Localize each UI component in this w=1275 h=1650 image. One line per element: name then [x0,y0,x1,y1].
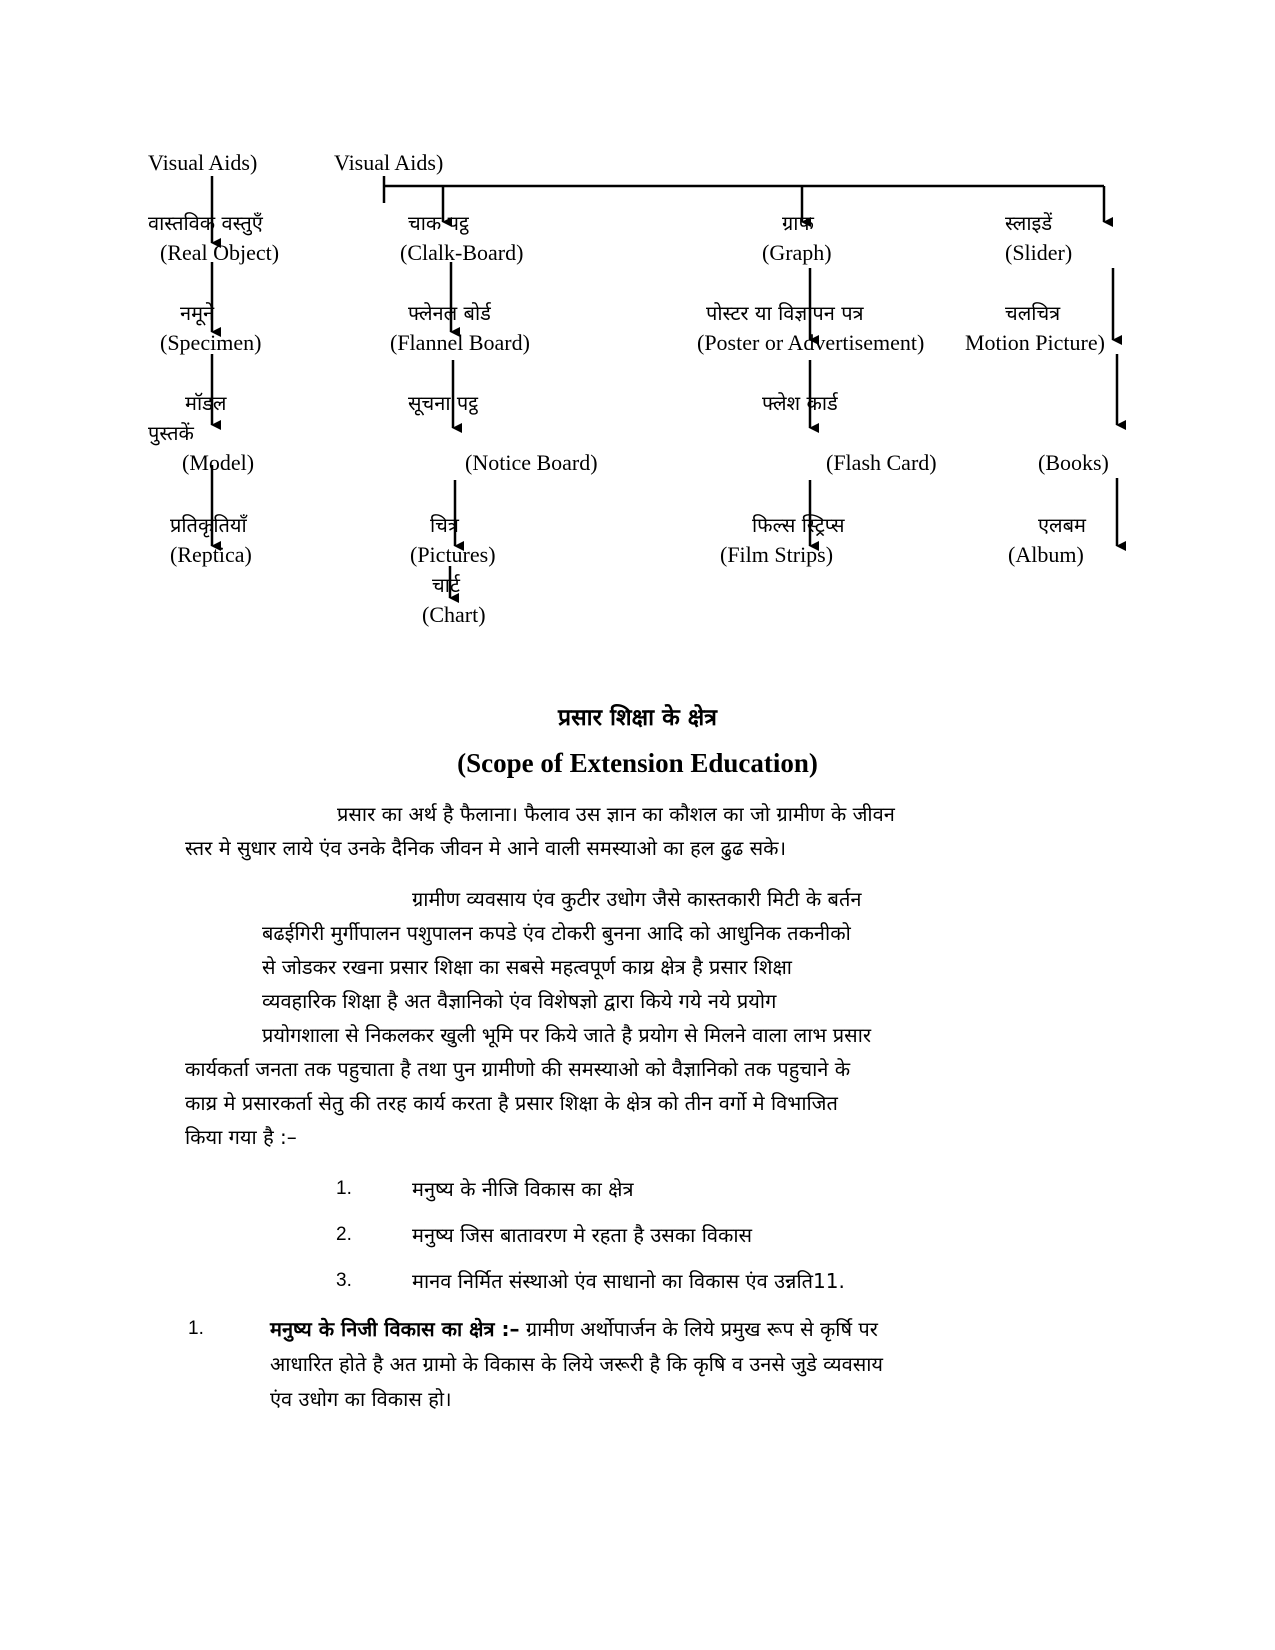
col4-item-en: (Slider) [1005,240,1073,265]
col1-item-en: (Model) [182,450,255,475]
col2-item-hi: फ्लेनल बोर्ड [408,301,491,325]
col3-item-hi: फिल्स स्ट्रिप्स [752,513,845,537]
col3-item-en: (Film Strips) [720,542,834,567]
para2-line: ग्रामीण व्यवसाय एंव कुटीर उधोग जैसे कास्तकारी मिटी के बर्तन [412,887,862,911]
col1-extra: पुस्तकें [148,421,194,445]
list-item: मनुष्य के नीजि विकास का क्षेत्र [412,1177,634,1201]
col2-item-hi: चार्ट [432,573,460,597]
list-item: मनुष्य जिस बातावरण मे रहता है उसका विकास [412,1223,753,1247]
para2-line: व्यवहारिक शिक्षा है अत वैज्ञानिको एंव विशेषज्ञो द्वारा किये गये नये प्रयोग [262,989,777,1013]
list-number: 3. [336,1270,352,1291]
col1-item-hi: नमूने [180,301,215,325]
section1-number: 1. [188,1318,204,1339]
col2-item-en: (Notice Board) [465,450,598,475]
col1-item-hi: मॉडल [185,391,227,415]
col1-item-hi: वास्तविक वस्तुएँ [148,211,263,235]
para1-line: प्रसार का अर्थ है फैलाना। फैलाव उस ज्ञान का कौशल का जो ग्रामीण के जीवन [337,802,895,826]
col3-item-hi: पोस्टर या विज्ञापन पत्र [706,301,864,325]
col2-item-hi: चाक पट्ठ [408,211,469,235]
para2-line: किया गया है :– [185,1125,297,1149]
list-number: 2. [336,1224,352,1245]
col2-item-en: (Clalk-Board) [400,240,524,265]
para2-line: प्रयोगशाला से निकलकर खुली भूमि पर किये जाते है प्रयोग से मिलने वाला लाभ प्रसार [262,1023,872,1047]
col1-item-en: (Real Object) [160,240,280,265]
col1-item-hi: प्रतिकृतियाँ [170,513,247,537]
col4-item-en: Motion Picture) [965,330,1105,355]
col4-item-hi: स्लाइडें [1005,211,1053,235]
section1-text: ग्रामीण अर्थोपार्जन के लिये प्रमुख रूप से कृर्षि पर [525,1317,878,1341]
section1-line: एंव उधोग का विकास हो। [270,1387,452,1411]
para2-line: बढईगिरी मुर्गीपालन पशुपालन कपडे एंव टोकरी बुनना आदि को आधुनिक तकनीको [262,921,851,945]
section-heading-english: (Scope of Extension Education) [457,748,818,778]
col2-item-hi: चित्र [430,513,459,537]
col3-item-hi: ग्राफ [782,211,814,235]
col2-item-hi: सूचना पट्ठ [408,391,478,415]
col4-item-hi: चलचित्र [1005,301,1061,325]
col1-item-en: (Specimen) [160,330,262,355]
col4-item-hi: एलबम [1038,513,1086,537]
para2-line: से जोडकर रखना प्रसार शिक्षा का सबसे महत्वपूर्ण काय्र क्षेत्र है प्रसार शिक्षा [262,955,792,979]
col3-item-en: (Graph) [762,240,832,265]
col1-header: Visual Aids) [148,150,258,175]
section1-title: मनुष्य के निजी विकास का क्षेत्र :– [270,1317,520,1341]
col2-header: Visual Aids) [334,150,444,175]
list-item: मानव निर्मित संस्थाओ एंव साधानो का विकास एंव उन्नति11. [412,1269,845,1293]
section1-line: आधारित होते है अत ग्रामो के विकास के लिये जरूरी है कि कृषि व उनसे जुडे व्यवसाय [270,1352,884,1376]
para2-line: काय्र मे प्रसारकर्ता सेतु की तरह कार्य करता है प्रसार शिक्षा के क्षेत्र को तीन वर्गो मे विभाजित [185,1091,838,1115]
col3-item-en: (Poster or Advertisement) [697,330,925,355]
section1-line [270,1312,878,1346]
para1-line: स्तर मे सुधार लाये एंव उनके दैनिक जीवन मे आने वाली समस्याओ का हल ढुढ सके। [185,836,787,860]
col1-item-en: (Reptica) [170,542,252,567]
col2-item-en: (Chart) [422,602,486,627]
col4-item-en: (Album) [1008,542,1084,567]
col2-item-en: (Pictures) [410,542,496,567]
col3-item-hi: फ्लेश कार्ड [762,391,838,415]
col3-item-en: (Flash Card) [826,450,937,475]
para2-line: कार्यकर्ता जनता तक पहुचाता है तथा पुन ग्रामीणो की समस्याओ को वैज्ञानिको तक पहुचाने के [185,1057,851,1081]
col2-item-en: (Flannel Board) [390,330,530,355]
col4-item-en: (Books) [1038,450,1109,475]
section-heading-hindi: प्रसार शिक्षा के क्षेत्र [558,705,717,731]
list-number: 1. [336,1178,352,1199]
